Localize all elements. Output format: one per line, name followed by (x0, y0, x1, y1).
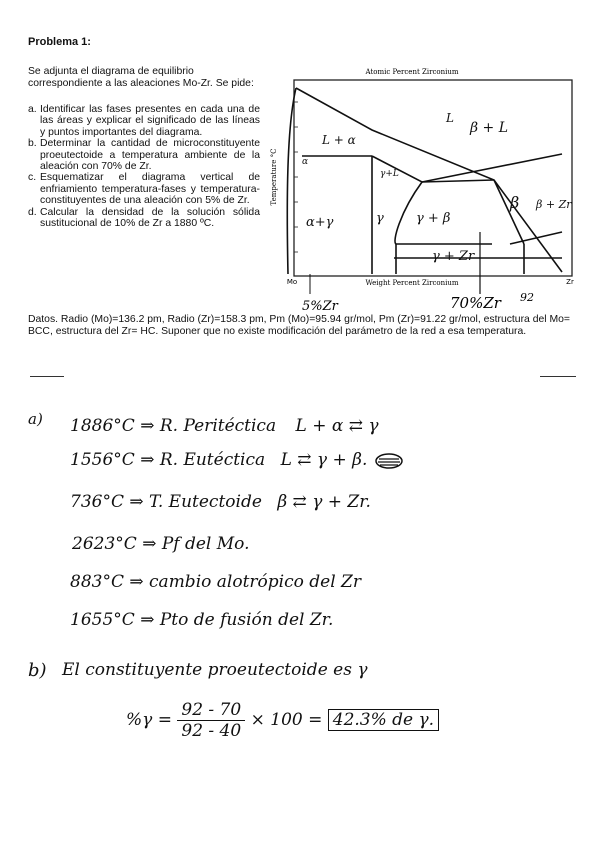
line-arrow: ⇒ (129, 492, 144, 512)
formula-numerator: 92 - 70 (177, 700, 245, 721)
phase-label-gamma-beta: γ + β (416, 211, 451, 226)
answer-b-formula (126, 700, 439, 741)
answer-a-line (70, 416, 379, 436)
phase-label-alpha: α (302, 157, 309, 167)
phase-label-l-alpha: L + α (322, 133, 356, 147)
answer-a-label: a) (28, 410, 43, 428)
line-temp: 736°C (70, 492, 124, 512)
formula-denominator: 92 - 40 (181, 721, 242, 741)
line-temp: 2623°C (72, 534, 137, 554)
beta-zr-line (510, 232, 562, 244)
separator-left (30, 376, 64, 377)
bottom-axis-label: Weight Percent Zirconium (365, 279, 459, 287)
question-list (28, 104, 260, 229)
top-axis-label: Atomic Percent Zirconium (365, 68, 459, 76)
answer-a-line (70, 492, 371, 512)
line-arrow: ⇒ (140, 416, 155, 436)
line-temp: 1556°C (70, 450, 135, 470)
formula-lhs: %γ = (126, 710, 172, 730)
seventy-zr-annotation: 70%Zr (450, 294, 501, 312)
beta-line (494, 180, 524, 244)
problem-title: Problema 1: (28, 36, 91, 48)
line-arrow: ⇒ (140, 450, 155, 470)
line-desc: R. Peritéctica (159, 416, 277, 436)
phase-label-l: L (446, 111, 454, 125)
line-desc: Pto de fusión del Zr. (159, 610, 334, 630)
line-temp: 1655°C (70, 610, 135, 630)
question-letter: a. (28, 104, 37, 115)
phase-label-beta-zr: β + Zr (536, 198, 572, 211)
phase-label-gamma-l: γ+L (380, 169, 399, 179)
problem-intro: Se adjunta el diagrama de equilibrio correspondiente a las aleaciones Mo-Zr. Se pide: (28, 66, 254, 89)
question-text: Determinar la cantidad de microconstituyente proeutectoide a temperatura ambiente de la aleación con 70% de Zr. (40, 138, 260, 173)
answer-a-line (70, 572, 361, 592)
mo-label: Mo (286, 278, 298, 286)
question-letter: c. (28, 172, 37, 184)
question-d (28, 207, 260, 230)
phase-label-beta-l: β + L (470, 120, 509, 136)
separator-right (540, 376, 576, 377)
line-temp: 1886°C (70, 416, 135, 436)
question-letter: b. (28, 138, 37, 150)
line-desc: R. Eutéctica (159, 450, 266, 470)
question-text: Calcular la densidad de la solución sólida sustitucional de 10% de Zr a 1880 ºC. (40, 206, 260, 230)
answer-a-line (70, 610, 333, 630)
line-temp: 883°C (70, 572, 124, 592)
question-text: Identificar las fases presentes en cada una de las áreas y explicar el significado de las líneas y puntos importantes del diagrama. (40, 104, 260, 138)
problem-data: Datos. Radio (Mo)=136.2 pm, Radio (Zr)=158.3 pm, Pm (Mo)=95.94 gr/mol, Pm (Zr)=91.22 gr/mol, estructura del Mo= BCC, estructura del Zr= HC. Suponer que no existe modificación del parámetro de la red a esa temperatura. (28, 314, 570, 337)
line-arrow: ⇒ (142, 534, 157, 554)
zr-label: Zr (566, 278, 574, 286)
question-b (28, 138, 260, 172)
phase-label-alpha-gamma: α+γ (306, 215, 334, 230)
five-zr-annotation: 5%Zr (302, 299, 338, 314)
line-desc: cambio alotrópico del Zr (149, 572, 361, 592)
line-desc: T. Eutectoide (149, 492, 262, 512)
phase-boundaries (287, 88, 562, 274)
line-reaction: β ⇄ γ + Zr. (277, 492, 371, 512)
question-a (28, 104, 260, 138)
phase-label-gamma-zr: γ + Zr (432, 249, 475, 264)
formula-fraction (177, 700, 245, 741)
answer-a-line (72, 534, 250, 554)
line-reaction: L ⇄ γ + β. (280, 450, 368, 470)
line-desc: Pf del Mo. (161, 534, 250, 554)
alpha-solvus (287, 88, 296, 274)
question-text: Esquematizar el diagrama vertical de enfriamiento temperatura-fases y temperatura-constituyentes de una aleación con 5% de Zr. (40, 172, 260, 207)
line-arrow: ⇒ (140, 610, 155, 630)
question-letter: d. (28, 206, 37, 218)
scribble-mark (373, 452, 405, 470)
liquidus-zr (422, 154, 562, 182)
question-c (28, 172, 260, 206)
answer-a-line (70, 450, 405, 470)
phase-label-beta: β (510, 193, 520, 212)
line-arrow: ⇒ (129, 572, 144, 592)
answer-b-text: El constituyente proeutectoide es γ (62, 660, 368, 680)
formula-result: 42.3% de γ. (328, 709, 439, 731)
ninety-two-annotation: 92 (520, 291, 534, 304)
phase-label-gamma: γ (376, 211, 384, 226)
formula-mult: × 100 = (250, 710, 323, 730)
answer-b-label: b) (28, 660, 47, 681)
line-reaction: L + α ⇄ γ (295, 416, 379, 436)
y-axis-label: Temperature °C (270, 148, 278, 206)
phase-diagram (262, 62, 580, 314)
